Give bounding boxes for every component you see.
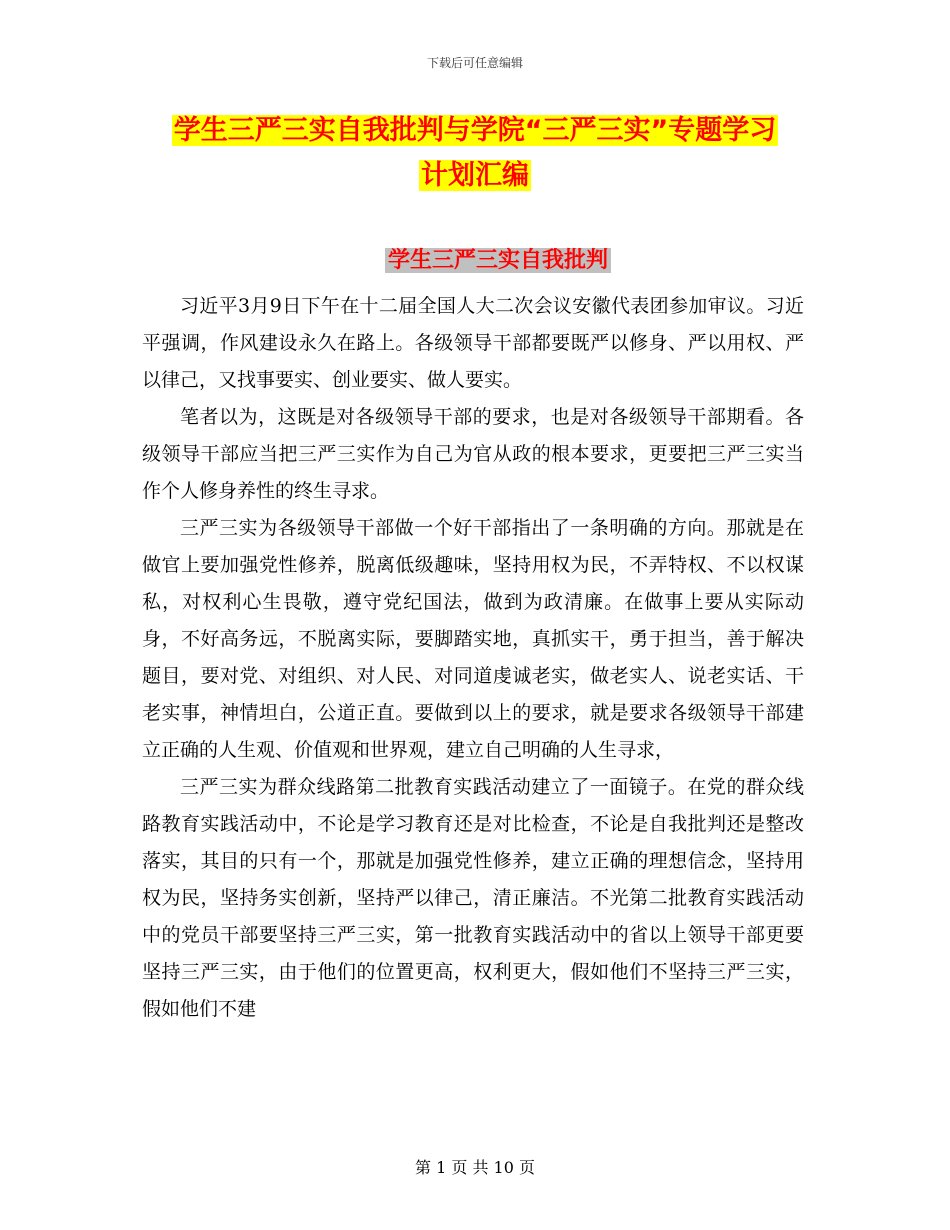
section-title	[0, 246, 950, 276]
document-title-line-2	[0, 157, 950, 195]
title-line-2-text: 计划汇编	[421, 160, 529, 191]
document-title-line-1	[0, 112, 950, 150]
paragraph-1: 习近平3月9日下午在十二届全国人大二次会议安徽代表团参加审议。习近平强调，作风建设永久在路上。各级领导干部都要既严以修身、严以用权、严以律己，又找事要实、创业要实、做人要实。	[142, 295, 804, 391]
paragraph-2: 笔者以为，这既是对各级领导干部的要求，也是对各级领导干部期看。各级领导干部应当把三严三实作为自己为官从政的根本要求，更要把三严三实当作个人修身养性的终生寻求。	[142, 406, 804, 502]
page-footer: 第 1 页 共 10 页	[415, 1158, 535, 1177]
paragraph-3: 三严三实为各级领导干部做一个好干部指出了一条明确的方向。那就是在做官上要加强党性修养，脱离低级趣味，坚持用权为民，不弄特权、不以权谋私，对权利心生畏敬，遵守党纪国法，做到为政清廉。在做事上要从实际动身，不好高务远，不脱离实际，要脚踏实地，真抓实干，勇于担当，善于解决题目，要对党、对组织、对人民、对同道虔诚老实，做老实人、说老实话、干老实事，神情坦白，公道正直。要做到以上的要求，就是要求各级领导干部建立正确的人生观、价值观和世界观，建立自己明确的人生寻求，	[142, 517, 804, 761]
section-title-text: 学生三严三实自我批判	[385, 248, 611, 273]
title-line-1-text: 学生三严三实自我批判与学院“三严三实”专题学习	[173, 115, 777, 146]
header-note: 下载后可任意编辑	[426, 56, 523, 70]
document-body	[142, 288, 804, 1028]
paragraph-4: 三严三实为群众线路第二批教育实践活动建立了一面镜子。在党的群众线路教育实践活动中，不论是学习教育还是对比检查，不论是自我批判还是整改落实，其目的只有一个，那就是加强党性修养，建立正确的理想信念，坚持用权为民，坚持务实创新，坚持严以律己，清正廉洁。不光第二批教育实践活动中的党员干部要坚持三严三实，第一批教育实践活动中的省以上领导干部更要坚持三严三实，由于他们的位置更高，权利更大，假如他们不坚持三严三实，假如他们不建	[142, 776, 804, 1020]
